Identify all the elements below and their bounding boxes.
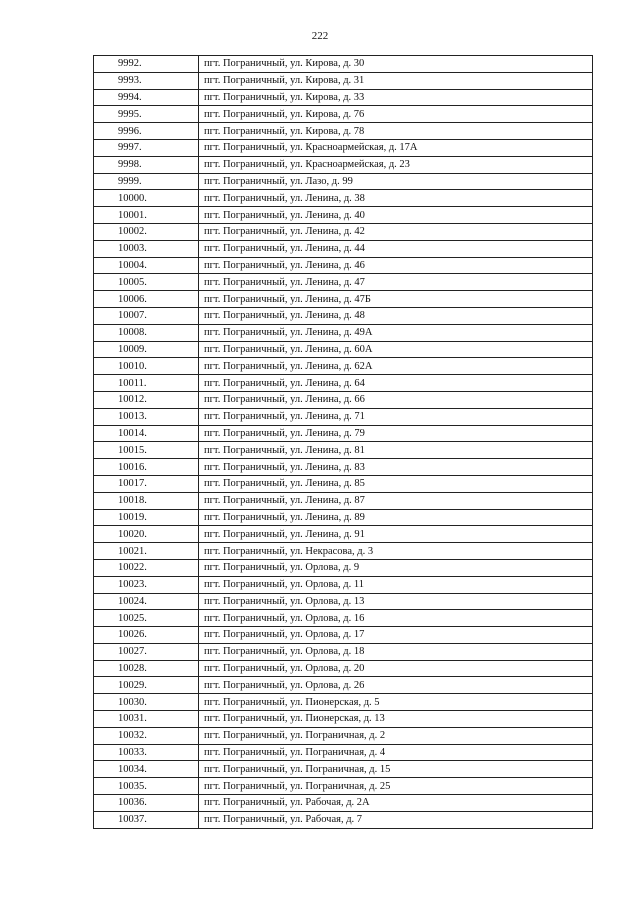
- row-number: 10016.: [94, 459, 199, 476]
- table-row: [94, 492, 593, 509]
- row-address: пгт. Пограничный, ул. Пионерская, д. 13: [199, 711, 593, 728]
- row-number: 9992.: [94, 56, 199, 73]
- table-row: [94, 291, 593, 308]
- row-address: пгт. Пограничный, ул. Ленина, д. 81: [199, 442, 593, 459]
- row-address: пгт. Пограничный, ул. Пограничная, д. 15: [199, 761, 593, 778]
- row-number: 10029.: [94, 677, 199, 694]
- row-address: пгт. Пограничный, ул. Пограничная, д. 4: [199, 744, 593, 761]
- row-address: пгт. Пограничный, ул. Ленина, д. 47: [199, 274, 593, 291]
- table-row: [94, 56, 593, 73]
- address-table: [93, 55, 593, 829]
- table-row: [94, 173, 593, 190]
- row-number: 10026.: [94, 627, 199, 644]
- table-row: [94, 190, 593, 207]
- row-number: 9994.: [94, 89, 199, 106]
- row-address: пгт. Пограничный, ул. Кирова, д. 76: [199, 106, 593, 123]
- table-row: [94, 207, 593, 224]
- row-number: 10002.: [94, 223, 199, 240]
- table-row: [94, 223, 593, 240]
- row-address: пгт. Пограничный, ул. Орлова, д. 13: [199, 593, 593, 610]
- row-number: 10007.: [94, 307, 199, 324]
- table-row: [94, 307, 593, 324]
- table-row: [94, 761, 593, 778]
- row-address: пгт. Пограничный, ул. Кирова, д. 30: [199, 56, 593, 73]
- row-address: пгт. Пограничный, ул. Орлова, д. 11: [199, 576, 593, 593]
- table-row: [94, 274, 593, 291]
- table-row: [94, 811, 593, 828]
- row-number: 10023.: [94, 576, 199, 593]
- table-row: [94, 442, 593, 459]
- row-address: пгт. Пограничный, ул. Кирова, д. 78: [199, 123, 593, 140]
- row-number: 10017.: [94, 475, 199, 492]
- row-address: пгт. Пограничный, ул. Лазо, д. 99: [199, 173, 593, 190]
- row-address: пгт. Пограничный, ул. Кирова, д. 31: [199, 72, 593, 89]
- row-number: 10003.: [94, 240, 199, 257]
- row-number: 9996.: [94, 123, 199, 140]
- row-number: 9997.: [94, 139, 199, 156]
- table-row: [94, 475, 593, 492]
- row-number: 10013.: [94, 408, 199, 425]
- table-row: [94, 324, 593, 341]
- row-address: пгт. Пограничный, ул. Пионерская, д. 5: [199, 694, 593, 711]
- row-address: пгт. Пограничный, ул. Пограничная, д. 2: [199, 727, 593, 744]
- table-row: [94, 526, 593, 543]
- table-row: [94, 543, 593, 560]
- row-number: 10015.: [94, 442, 199, 459]
- row-number: 10033.: [94, 744, 199, 761]
- table-row: [94, 106, 593, 123]
- row-number: 10022.: [94, 559, 199, 576]
- row-address: пгт. Пограничный, ул. Ленина, д. 40: [199, 207, 593, 224]
- row-number: 10012.: [94, 391, 199, 408]
- table-row: [94, 139, 593, 156]
- row-address: пгт. Пограничный, ул. Пограничная, д. 25: [199, 778, 593, 795]
- table-row: [94, 72, 593, 89]
- row-address: пгт. Пограничный, ул. Орлова, д. 17: [199, 627, 593, 644]
- table-row: [94, 711, 593, 728]
- row-number: 10010.: [94, 358, 199, 375]
- row-address: пгт. Пограничный, ул. Ленина, д. 85: [199, 475, 593, 492]
- row-address: пгт. Пограничный, ул. Ленина, д. 48: [199, 307, 593, 324]
- table-row: [94, 627, 593, 644]
- row-number: 10031.: [94, 711, 199, 728]
- row-address: пгт. Пограничный, ул. Красноармейская, д. 17А: [199, 139, 593, 156]
- row-address: пгт. Пограничный, ул. Ленина, д. 62А: [199, 358, 593, 375]
- row-number: 9993.: [94, 72, 199, 89]
- table-row: [94, 795, 593, 812]
- row-address: пгт. Пограничный, ул. Некрасова, д. 3: [199, 543, 593, 560]
- row-number: 10028.: [94, 660, 199, 677]
- row-address: пгт. Пограничный, ул. Ленина, д. 64: [199, 375, 593, 392]
- row-number: 10030.: [94, 694, 199, 711]
- row-address: пгт. Пограничный, ул. Рабочая, д. 2А: [199, 795, 593, 812]
- row-address: пгт. Пограничный, ул. Орлова, д. 26: [199, 677, 593, 694]
- table-row: [94, 156, 593, 173]
- table-row: [94, 408, 593, 425]
- table-row: [94, 89, 593, 106]
- row-address: пгт. Пограничный, ул. Ленина, д. 42: [199, 223, 593, 240]
- table-row: [94, 610, 593, 627]
- table-row: [94, 744, 593, 761]
- table-row: [94, 559, 593, 576]
- row-number: 10025.: [94, 610, 199, 627]
- row-number: 10000.: [94, 190, 199, 207]
- row-address: пгт. Пограничный, ул. Орлова, д. 16: [199, 610, 593, 627]
- row-address: пгт. Пограничный, ул. Ленина, д. 83: [199, 459, 593, 476]
- row-address: пгт. Пограничный, ул. Ленина, д. 46: [199, 257, 593, 274]
- row-address: пгт. Пограничный, ул. Рабочая, д. 7: [199, 811, 593, 828]
- row-address: пгт. Пограничный, ул. Ленина, д. 89: [199, 509, 593, 526]
- table-row: [94, 593, 593, 610]
- table-row: [94, 509, 593, 526]
- table-row: [94, 576, 593, 593]
- row-address: пгт. Пограничный, ул. Ленина, д. 44: [199, 240, 593, 257]
- table-row: [94, 257, 593, 274]
- table-row: [94, 677, 593, 694]
- table-row: [94, 375, 593, 392]
- row-address: пгт. Пограничный, ул. Ленина, д. 79: [199, 425, 593, 442]
- row-number: 10004.: [94, 257, 199, 274]
- table-row: [94, 391, 593, 408]
- table-row: [94, 358, 593, 375]
- row-number: 10009.: [94, 341, 199, 358]
- page-number: 222: [311, 30, 329, 42]
- row-address: пгт. Пограничный, ул. Ленина, д. 60А: [199, 341, 593, 358]
- table-row: [94, 123, 593, 140]
- table-row: [94, 694, 593, 711]
- table-row: [94, 425, 593, 442]
- table-row: [94, 240, 593, 257]
- table-row: [94, 727, 593, 744]
- row-number: 10036.: [94, 795, 199, 812]
- row-number: 10027.: [94, 643, 199, 660]
- row-address: пгт. Пограничный, ул. Орлова, д. 18: [199, 643, 593, 660]
- row-number: 10018.: [94, 492, 199, 509]
- table-row: [94, 778, 593, 795]
- row-address: пгт. Пограничный, ул. Ленина, д. 49А: [199, 324, 593, 341]
- row-number: 10008.: [94, 324, 199, 341]
- row-number: 10034.: [94, 761, 199, 778]
- table-row: [94, 660, 593, 677]
- row-address: пгт. Пограничный, ул. Ленина, д. 66: [199, 391, 593, 408]
- table-row: [94, 341, 593, 358]
- row-address: пгт. Пограничный, ул. Красноармейская, д. 23: [199, 156, 593, 173]
- row-number: 10024.: [94, 593, 199, 610]
- row-number: 10037.: [94, 811, 199, 828]
- row-address: пгт. Пограничный, ул. Ленина, д. 87: [199, 492, 593, 509]
- row-number: 10021.: [94, 543, 199, 560]
- table-row: [94, 643, 593, 660]
- row-number: 10001.: [94, 207, 199, 224]
- row-number: 10032.: [94, 727, 199, 744]
- row-address: пгт. Пограничный, ул. Ленина, д. 71: [199, 408, 593, 425]
- row-number: 10006.: [94, 291, 199, 308]
- row-address: пгт. Пограничный, ул. Ленина, д. 91: [199, 526, 593, 543]
- row-address: пгт. Пограничный, ул. Орлова, д. 9: [199, 559, 593, 576]
- row-number: 10019.: [94, 509, 199, 526]
- row-number: 10011.: [94, 375, 199, 392]
- row-number: 10020.: [94, 526, 199, 543]
- row-number: 10035.: [94, 778, 199, 795]
- address-table-body: [94, 56, 593, 829]
- row-address: пгт. Пограничный, ул. Ленина, д. 38: [199, 190, 593, 207]
- row-address: пгт. Пограничный, ул. Ленина, д. 47Б: [199, 291, 593, 308]
- row-address: пгт. Пограничный, ул. Кирова, д. 33: [199, 89, 593, 106]
- row-number: 9995.: [94, 106, 199, 123]
- row-number: 9999.: [94, 173, 199, 190]
- row-number: 10005.: [94, 274, 199, 291]
- table-row: [94, 459, 593, 476]
- row-number: 10014.: [94, 425, 199, 442]
- row-address: пгт. Пограничный, ул. Орлова, д. 20: [199, 660, 593, 677]
- row-number: 9998.: [94, 156, 199, 173]
